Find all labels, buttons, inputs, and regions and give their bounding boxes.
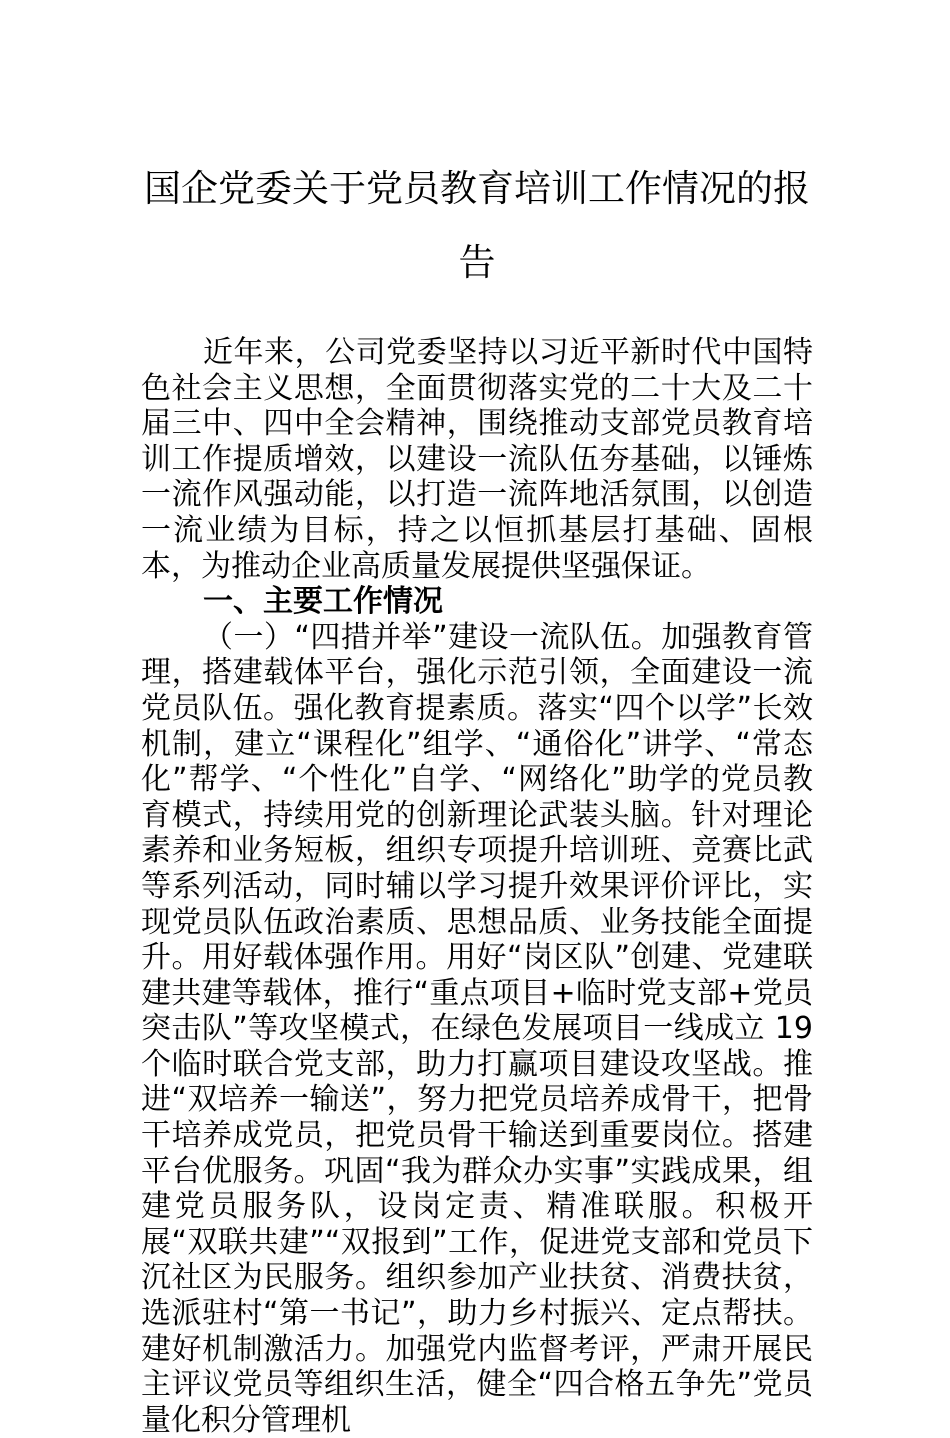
subsection-one-paragraph: （一）“四措并举”建设一流队伍。加强教育管理，搭建载体平台，强化示范引领，全面建设一流党员队伍。强化教育提素质。落实“四个以学”长效机制，建立“课程化”组学、“通俗化”讲学、“常态化”帮学、“个性化”自学、“网络化”助学的党员教育模式，持续用党的创新理论武装头脑。针对理论素养和业务短板，组织专项提升培训班、竞赛比武等系列活动，同时辅以学习提升效果评价评比，实现党员队伍政治素质、思想品质、业务技能全面提升。用好载体强作用。用好“岗区队”创建、党建联建共建等载体，推行“重点项目+临时党支部+党员突击队”等攻坚模式，在绿色发展项目一线成立 19 个临时联合党支部，助力打赢项目建设攻坚战。推进“双培养一输送”，努力把党员培养成骨干，把骨干培养成党员，把党员骨干输送到重要岗位。搭建平台优服务。巩固“我为群众办实事”实践成果，组建党员服务队，设岗定责、精准联服。积极开展“双联共建”“双报到”工作，促进党支部和党员下沉社区为民服务。组织参加产业扶贫、消费扶贫，选派驻村“第一书记”，助力乡村振兴、定点帮扶。建好机制激活力。加强党内监督考评，严肃开展民主评议党员等组织生活，健全“四合格五争先”党员量化积分管理机 — [141, 619, 813, 1438]
section-heading-one: 一、主要工作情况 — [203, 584, 443, 620]
page-title: 国企党委关于党员教育培训工作情况的报告 — [144, 167, 810, 284]
opening-paragraph: 近年来，公司党委坚持以习近平新时代中国特色社会主义思想，全面贯彻落实党的二十大及二十届三中、四中全会精神，围绕推动支部党员教育培训工作提质增效，以建设一流队伍夯基础，以锤炼一流作风强动能，以打造一流阵地活氛围，以创造一流业绩为目标，持之以恒抓基层打基础、固根本，为推动企业高质量发展提供坚强保证。 — [141, 335, 813, 584]
document-body — [141, 0, 813, 1438]
